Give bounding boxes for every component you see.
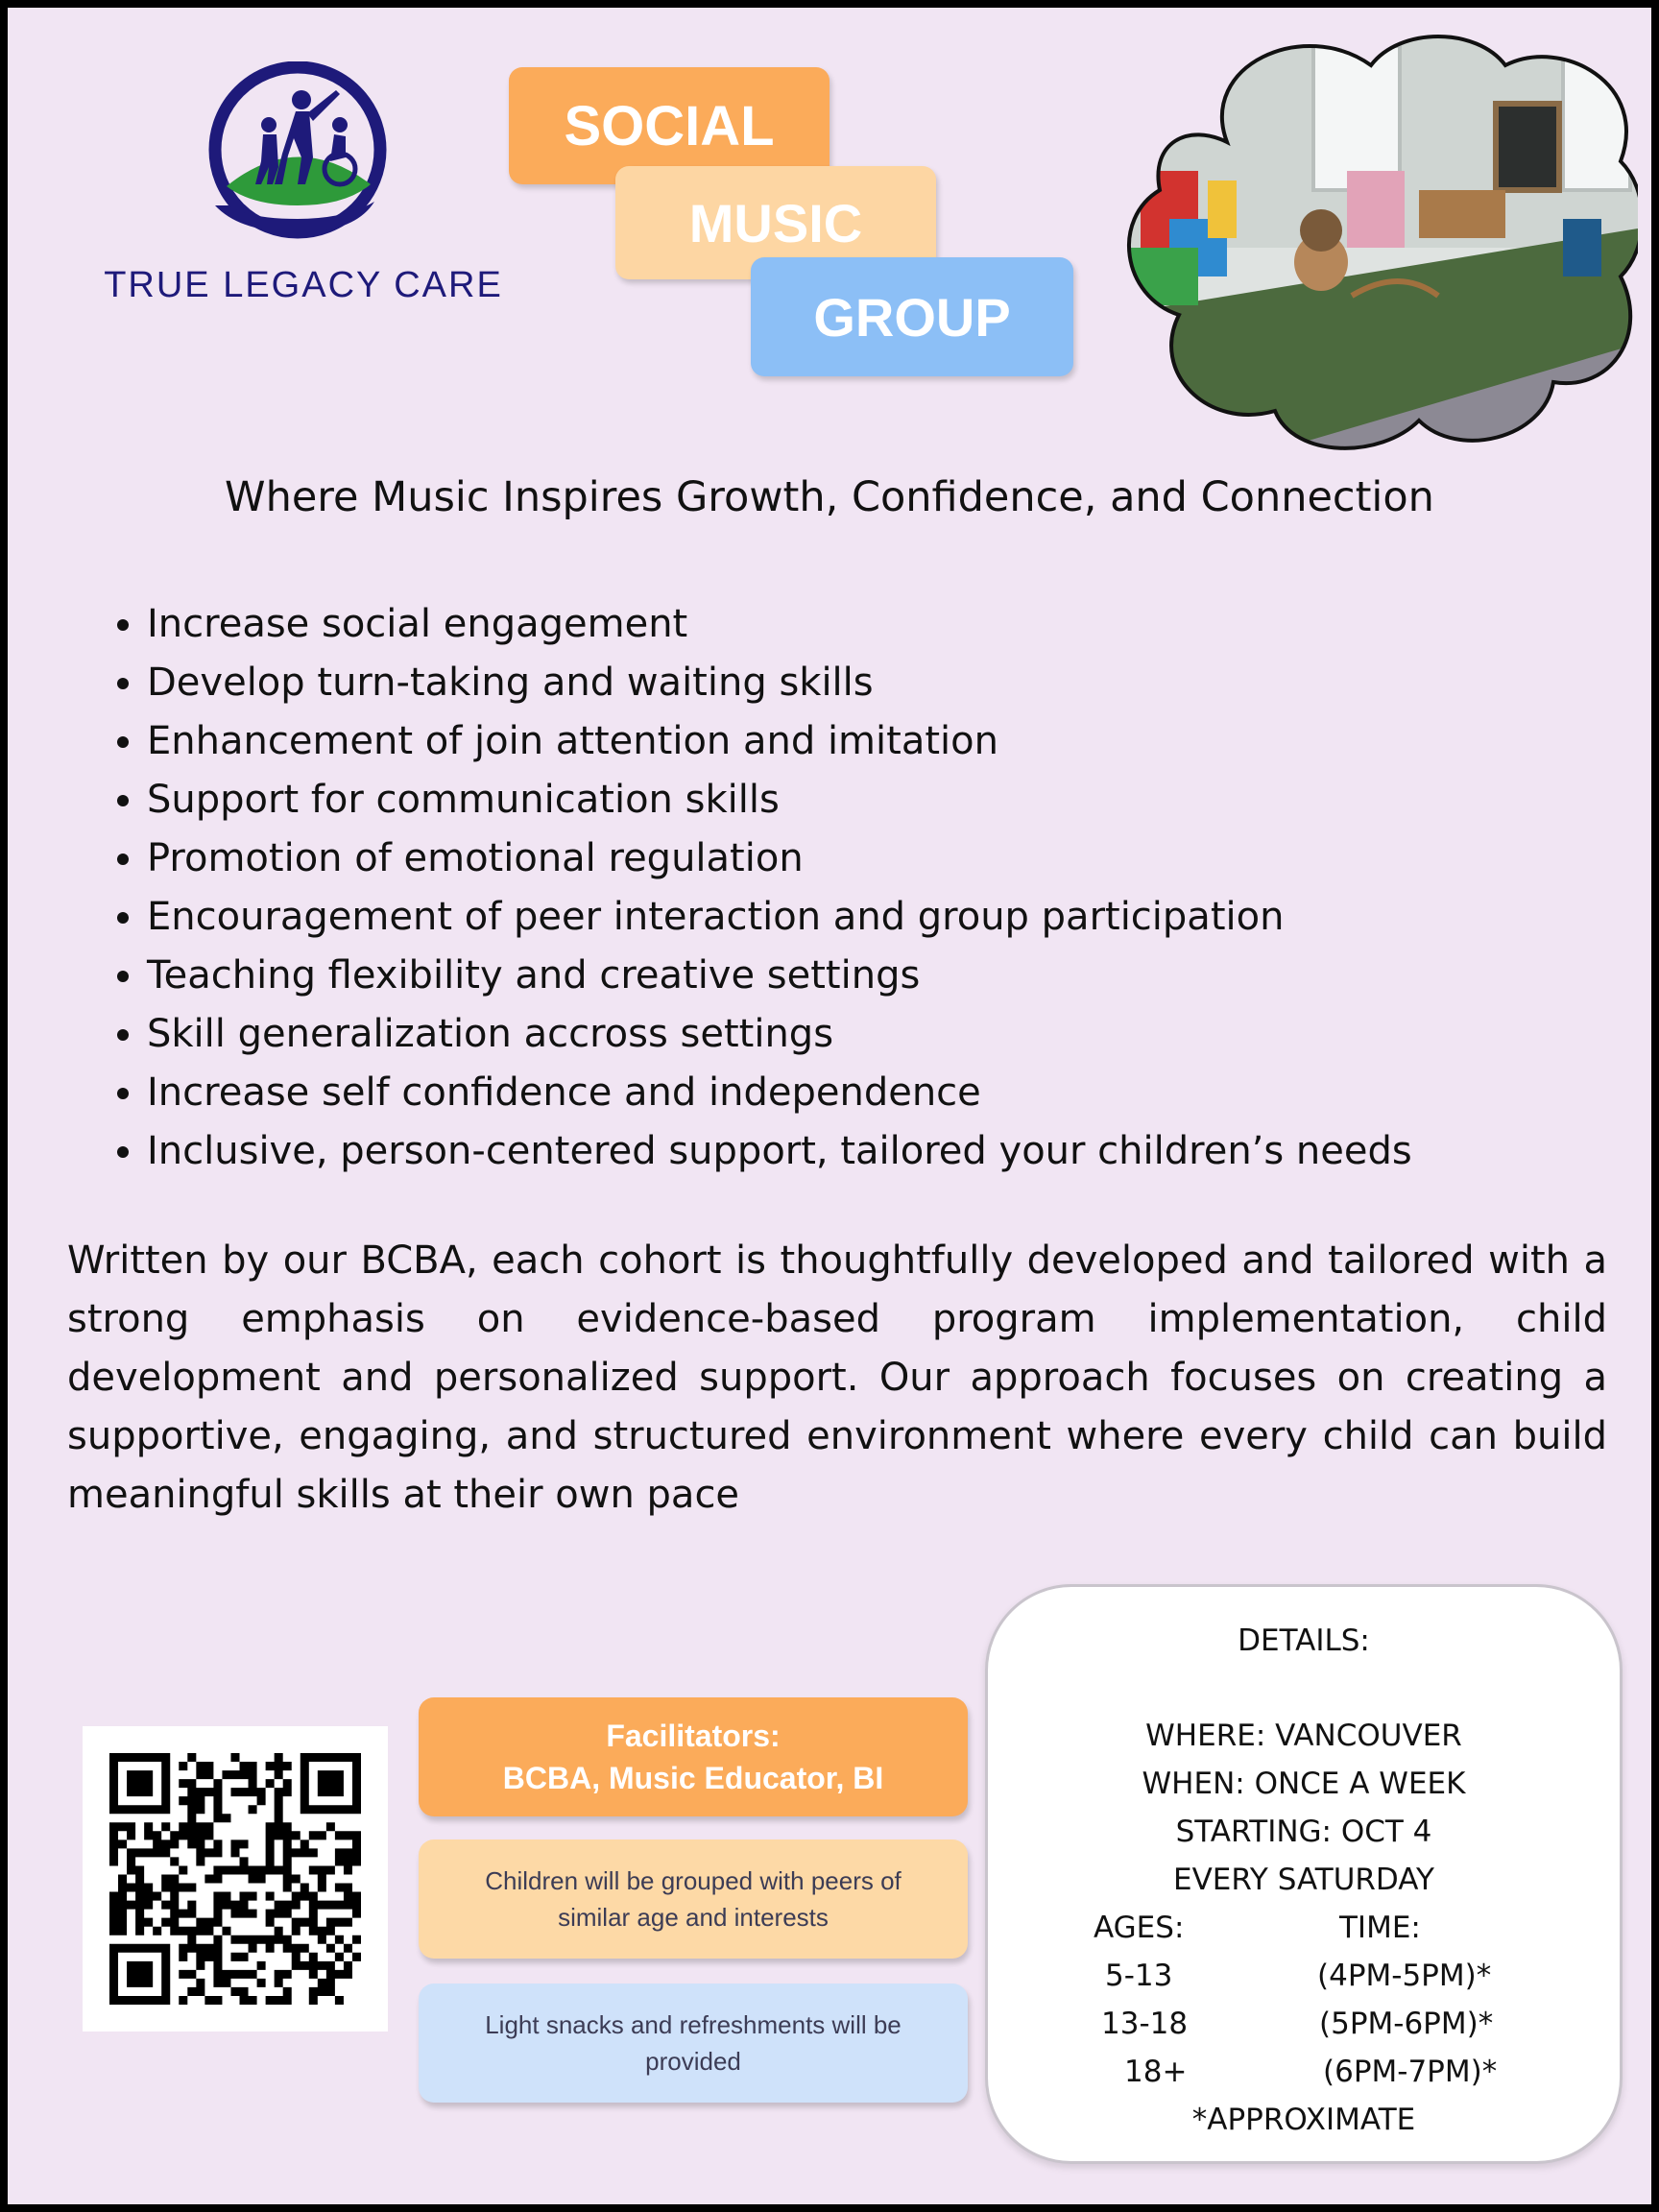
title-music: MUSIC <box>615 166 936 279</box>
playroom-photo <box>1112 27 1638 459</box>
details-heading: DETAILS: <box>1238 1623 1370 1658</box>
details-day: EVERY SATURDAY <box>1172 1863 1434 1897</box>
details-age-row-2: 13-18 <box>1101 2007 1189 2041</box>
list-item: • Encouragement of peer interaction and group participation <box>147 888 1412 947</box>
details-when: WHEN: ONCE A WEEK <box>1142 1767 1466 1801</box>
list-item: • Inclusive, person-centered support, tailored your children’s needs <box>147 1122 1412 1181</box>
snacks-box <box>419 1984 968 2103</box>
qr-code-icon <box>109 1753 361 2005</box>
details-age-row-1: 5-13 <box>1105 1959 1173 1993</box>
details-ages-label: AGES: <box>1094 1911 1185 1945</box>
facilitators-heading: Facilitators: <box>606 1719 781 1753</box>
details-time-row-1: (4PM-5PM)* <box>1317 1959 1492 1993</box>
grouping-text-line1: Children will be grouped with peers of <box>485 1866 902 1895</box>
list-item: • Promotion of emotional regulation <box>147 830 1412 888</box>
logo-wordmark: TRUE LEGACY CARE <box>104 265 503 305</box>
list-item: • Support for communication skills <box>147 771 1412 830</box>
flyer-page <box>8 8 1651 2204</box>
list-item: • Develop turn-taking and waiting skills <box>147 654 1412 712</box>
facilitators-box <box>419 1697 968 1816</box>
details-note: *APPROXIMATE <box>1191 2103 1416 2137</box>
qr-code[interactable] <box>83 1726 388 2032</box>
list-item: • Skill generalization accross settings <box>147 1005 1412 1064</box>
details-age-row-3: 18+ <box>1124 2055 1188 2089</box>
title-group: GROUP <box>751 257 1073 376</box>
snacks-text-line2: provided <box>645 2047 741 2076</box>
snacks-text-line1: Light snacks and refreshments will be <box>485 2010 902 2039</box>
qr-modules <box>109 1753 361 2005</box>
list-item: • Increase social engagement <box>147 595 1412 654</box>
details-time-row-2: (5PM-6PM)* <box>1319 2007 1494 2041</box>
tagline: Where Music Inspires Growth, Confidence, and Connection <box>225 473 1434 521</box>
grouping-box <box>419 1839 968 1959</box>
title-social: SOCIAL <box>509 67 830 184</box>
details-where: WHERE: VANCOUVER <box>1145 1719 1462 1753</box>
details-card <box>985 1584 1623 2164</box>
details-time-row-3: (6PM-7PM)* <box>1323 2055 1498 2089</box>
list-item: • Increase self confidence and independence <box>147 1064 1412 1122</box>
details-starting: STARTING: OCT 4 <box>1175 1815 1432 1849</box>
list-item: • Teaching flexibility and creative settings <box>147 947 1412 1005</box>
facilitators-names: BCBA, Music Educator, BI <box>502 1761 884 1795</box>
description-paragraph: Written by our BCBA, each cohort is thoughtfully developed and tailored with a strong emphasis on evidence-based program implementation, child development and personalized support. Our approach focuses on creating a supportive, engaging, and structured environment where every child can build meaningful skills at their own pace <box>67 1238 1607 1517</box>
details-time-label: TIME: <box>1339 1911 1421 1945</box>
list-item: • Enhancement of join attention and imitation <box>147 712 1412 771</box>
grouping-text-line2: similar age and interests <box>558 1903 829 1932</box>
family-care-logo-icon <box>202 61 394 253</box>
logo <box>92 61 515 330</box>
benefits-list <box>104 595 1412 1181</box>
